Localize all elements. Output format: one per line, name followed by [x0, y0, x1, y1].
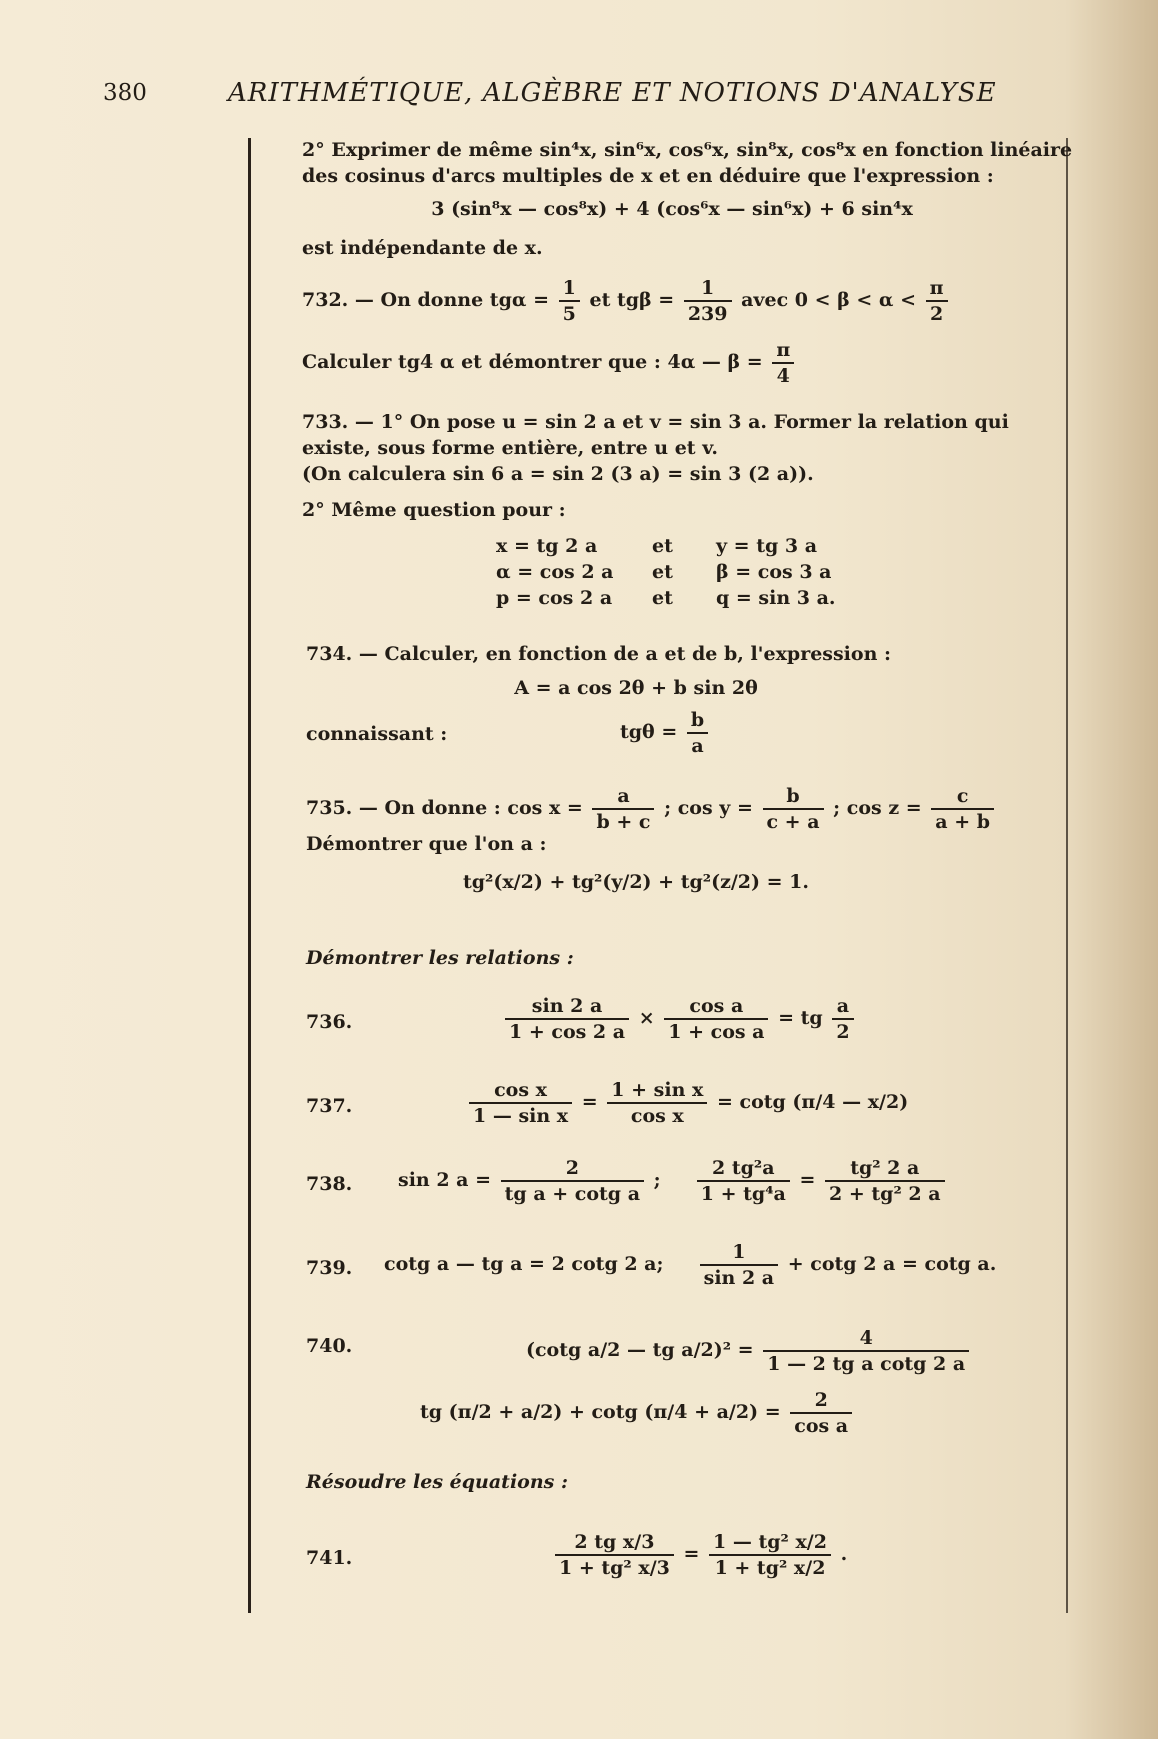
- ex735-formula: tg²(x/2) + tg²(y/2) + tg²(z/2) = 1.: [462, 871, 809, 893]
- section-heading-equations: Résoudre les équations :: [306, 1471, 568, 1493]
- ex737-formula: $\frac{\text{cos x}}{\text{1 — sin x}}$ = $\frac{\text{1 + sin x}}{\text{cos x}}$ = cotg (π/4 — x/2): [466, 1078, 908, 1128]
- fraction: $\frac{\text{cos a}}{\text{1 + cos a}}$: [664, 994, 768, 1044]
- ex732-line1: 732. — On donne tgα = $\frac{1}{5}$ et tgβ = $\frac{1}{239}$ avec 0 < β < α < $\frac{\pi}{2}$: [302, 276, 951, 326]
- exercise-number: 736.: [306, 1011, 353, 1033]
- exercise-number: 740.: [306, 1335, 353, 1357]
- fraction: $\frac{\text{1 — tg² x/2}}{\text{1 + tg² x/2}}$: [709, 1530, 831, 1580]
- ex733-row3-mid: et: [652, 587, 673, 609]
- page-number: 380: [103, 80, 147, 106]
- ex733-row2-right: β = cos 3 a: [716, 561, 832, 583]
- exercise-number: 741.: [306, 1547, 353, 1569]
- exercise-number: 738.: [306, 1173, 353, 1195]
- fraction: $\frac{4}{\text{1 — 2 tg a cotg 2 a}}$: [763, 1326, 969, 1376]
- fraction: $\frac{2}{\text{tg a + cotg a}}$: [501, 1156, 644, 1206]
- fraction: $\frac{\text{1 + sin x}}{\text{cos x}}$: [607, 1078, 707, 1128]
- ex733-line3: (On calculera sin 6 a = sin 2 (3 a) = sin 3 (2 a)).: [302, 463, 814, 485]
- left-margin-rule: [248, 138, 251, 1613]
- exercise-number: 737.: [306, 1095, 353, 1117]
- ex734-formula: A = a cos 2θ + b sin 2θ: [514, 677, 758, 699]
- ex733-row1-left: x = tg 2 a: [496, 535, 598, 557]
- ex740-formula2: tg (π/2 + a/2) + cotg (π/4 + a/2) = $\frac{2}{\text{cos a}}$: [420, 1388, 855, 1438]
- ex731-formula: 3 (sin⁸x — cos⁸x) + 4 (cos⁶x — sin⁶x) + 6 sin⁴x: [431, 198, 913, 220]
- ex733-row3-right: q = sin 3 a.: [716, 587, 836, 609]
- fraction: $\frac{\text{tg² 2 a}}{\text{2 + tg² 2 a}}$: [825, 1156, 945, 1206]
- fraction: $\frac{1}{239}$: [684, 276, 732, 326]
- ex741-formula: $\frac{\text{2 tg x/3}}{\text{1 + tg² x/3}}$ = $\frac{\text{1 — tg² x/2}}{\text{1 + tg² x/2}}$ .: [552, 1530, 847, 1580]
- ex740-formula1: (cotg a/2 — tg a/2)² = $\frac{4}{\text{1 — 2 tg a cotg 2 a}}$: [526, 1326, 972, 1376]
- ex733-row3-left: p = cos 2 a: [496, 587, 613, 609]
- fraction: $\frac{\text{2 tg x/3}}{\text{1 + tg² x/3}}$: [555, 1530, 674, 1580]
- fraction: $\frac{\pi}{4}$: [772, 338, 794, 388]
- ex733-row1-right: y = tg 3 a: [716, 535, 818, 557]
- ex735-line1: 735. — On donne : cos x = $\frac{a}{b + c}$ ; cos y = $\frac{b}{c + a}$ ; cos z = $\frac{c}{a + b}$: [306, 784, 997, 834]
- ex733-line2: existe, sous forme entière, entre u et v.: [302, 437, 718, 459]
- right-margin-rule: [1066, 138, 1068, 1613]
- fraction: $\frac{2}{\text{cos a}}$: [790, 1388, 852, 1438]
- ex733-row2-mid: et: [652, 561, 673, 583]
- ex734-given: tgθ = $\frac{b}{a}$: [620, 708, 711, 758]
- fraction: $\frac{a}{b + c}$: [592, 784, 654, 834]
- ex732-line2: Calculer tg4 α et démontrer que : 4α — β = $\frac{\pi}{4}$: [302, 338, 797, 388]
- ex733-row1-mid: et: [652, 535, 673, 557]
- ex733-line4: 2° Même question pour :: [302, 499, 566, 521]
- ex734-line1: 734. — Calculer, en fonction de a et de b, l'expression :: [306, 643, 892, 665]
- fraction: $\frac{\sin 2 a}{1 + \cos 2 a}$: [505, 994, 629, 1044]
- exercise-number: 732.: [302, 289, 349, 311]
- fraction: $\frac{1}{5}$: [559, 276, 580, 326]
- ex738-formula: sin 2 a = $\frac{2}{\text{tg a + cotg a}}$ ; $\frac{\text{2 tg²a}}{\text{1 + tg⁴a}}$ = $\frac{\text{tg² 2 a}}{\text{2 + tg² 2 a}}$: [398, 1156, 948, 1206]
- ex731-line1: 2° Exprimer de même sin⁴x, sin⁶x, cos⁶x, sin⁸x, cos⁸x en fonction linéaire: [302, 139, 1073, 161]
- exercise-number: 734.: [306, 643, 353, 665]
- fraction: $\frac{\text{cos x}}{\text{1 — sin x}}$: [469, 1078, 572, 1128]
- fraction: $\frac{\pi}{2}$: [926, 276, 948, 326]
- exercise-number: 735.: [306, 797, 353, 819]
- fraction: $\frac{1}{\sin 2 a}$: [700, 1240, 779, 1290]
- exercise-number: 733.: [302, 411, 349, 433]
- fraction: $\frac{b}{a}$: [687, 708, 708, 758]
- ex731-line2: des cosinus d'arcs multiples de x et en déduire que l'expression :: [302, 165, 994, 187]
- ex733-line1: 733. — 1° On pose u = sin 2 a et v = sin 3 a. Former la relation qui: [302, 411, 1009, 433]
- fraction: $\frac{\text{2 tg²a}}{\text{1 + tg⁴a}}$: [697, 1156, 790, 1206]
- exercise-number: 739.: [306, 1257, 353, 1279]
- running-title: ARITHMÉTIQUE, ALGÈBRE ET NOTIONS D'ANALYSE: [228, 78, 997, 108]
- ex733-row2-left: α = cos 2 a: [496, 561, 614, 583]
- page-header: [0, 80, 1158, 116]
- fraction: $\frac{c}{a + b}$: [931, 784, 994, 834]
- ex735-line2: Démontrer que l'on a :: [306, 833, 547, 855]
- ex734-label: connaissant :: [306, 723, 448, 745]
- fraction: $\frac{b}{c + a}$: [763, 784, 824, 834]
- ex736-formula: $\frac{\sin 2 a}{1 + \cos 2 a}$ × $\frac{\text{cos a}}{\text{1 + cos a}}$ = tg $\frac{a}{2}$: [502, 994, 857, 1044]
- ex739-formula: cotg a — tg a = 2 cotg 2 a; $\frac{1}{\sin 2 a}$ + cotg 2 a = cotg a.: [384, 1241, 997, 1289]
- ex731-line3: est indépendante de x.: [302, 237, 543, 259]
- fraction: $\frac{a}{2}$: [832, 994, 853, 1044]
- section-heading-relations: Démontrer les relations :: [306, 947, 574, 969]
